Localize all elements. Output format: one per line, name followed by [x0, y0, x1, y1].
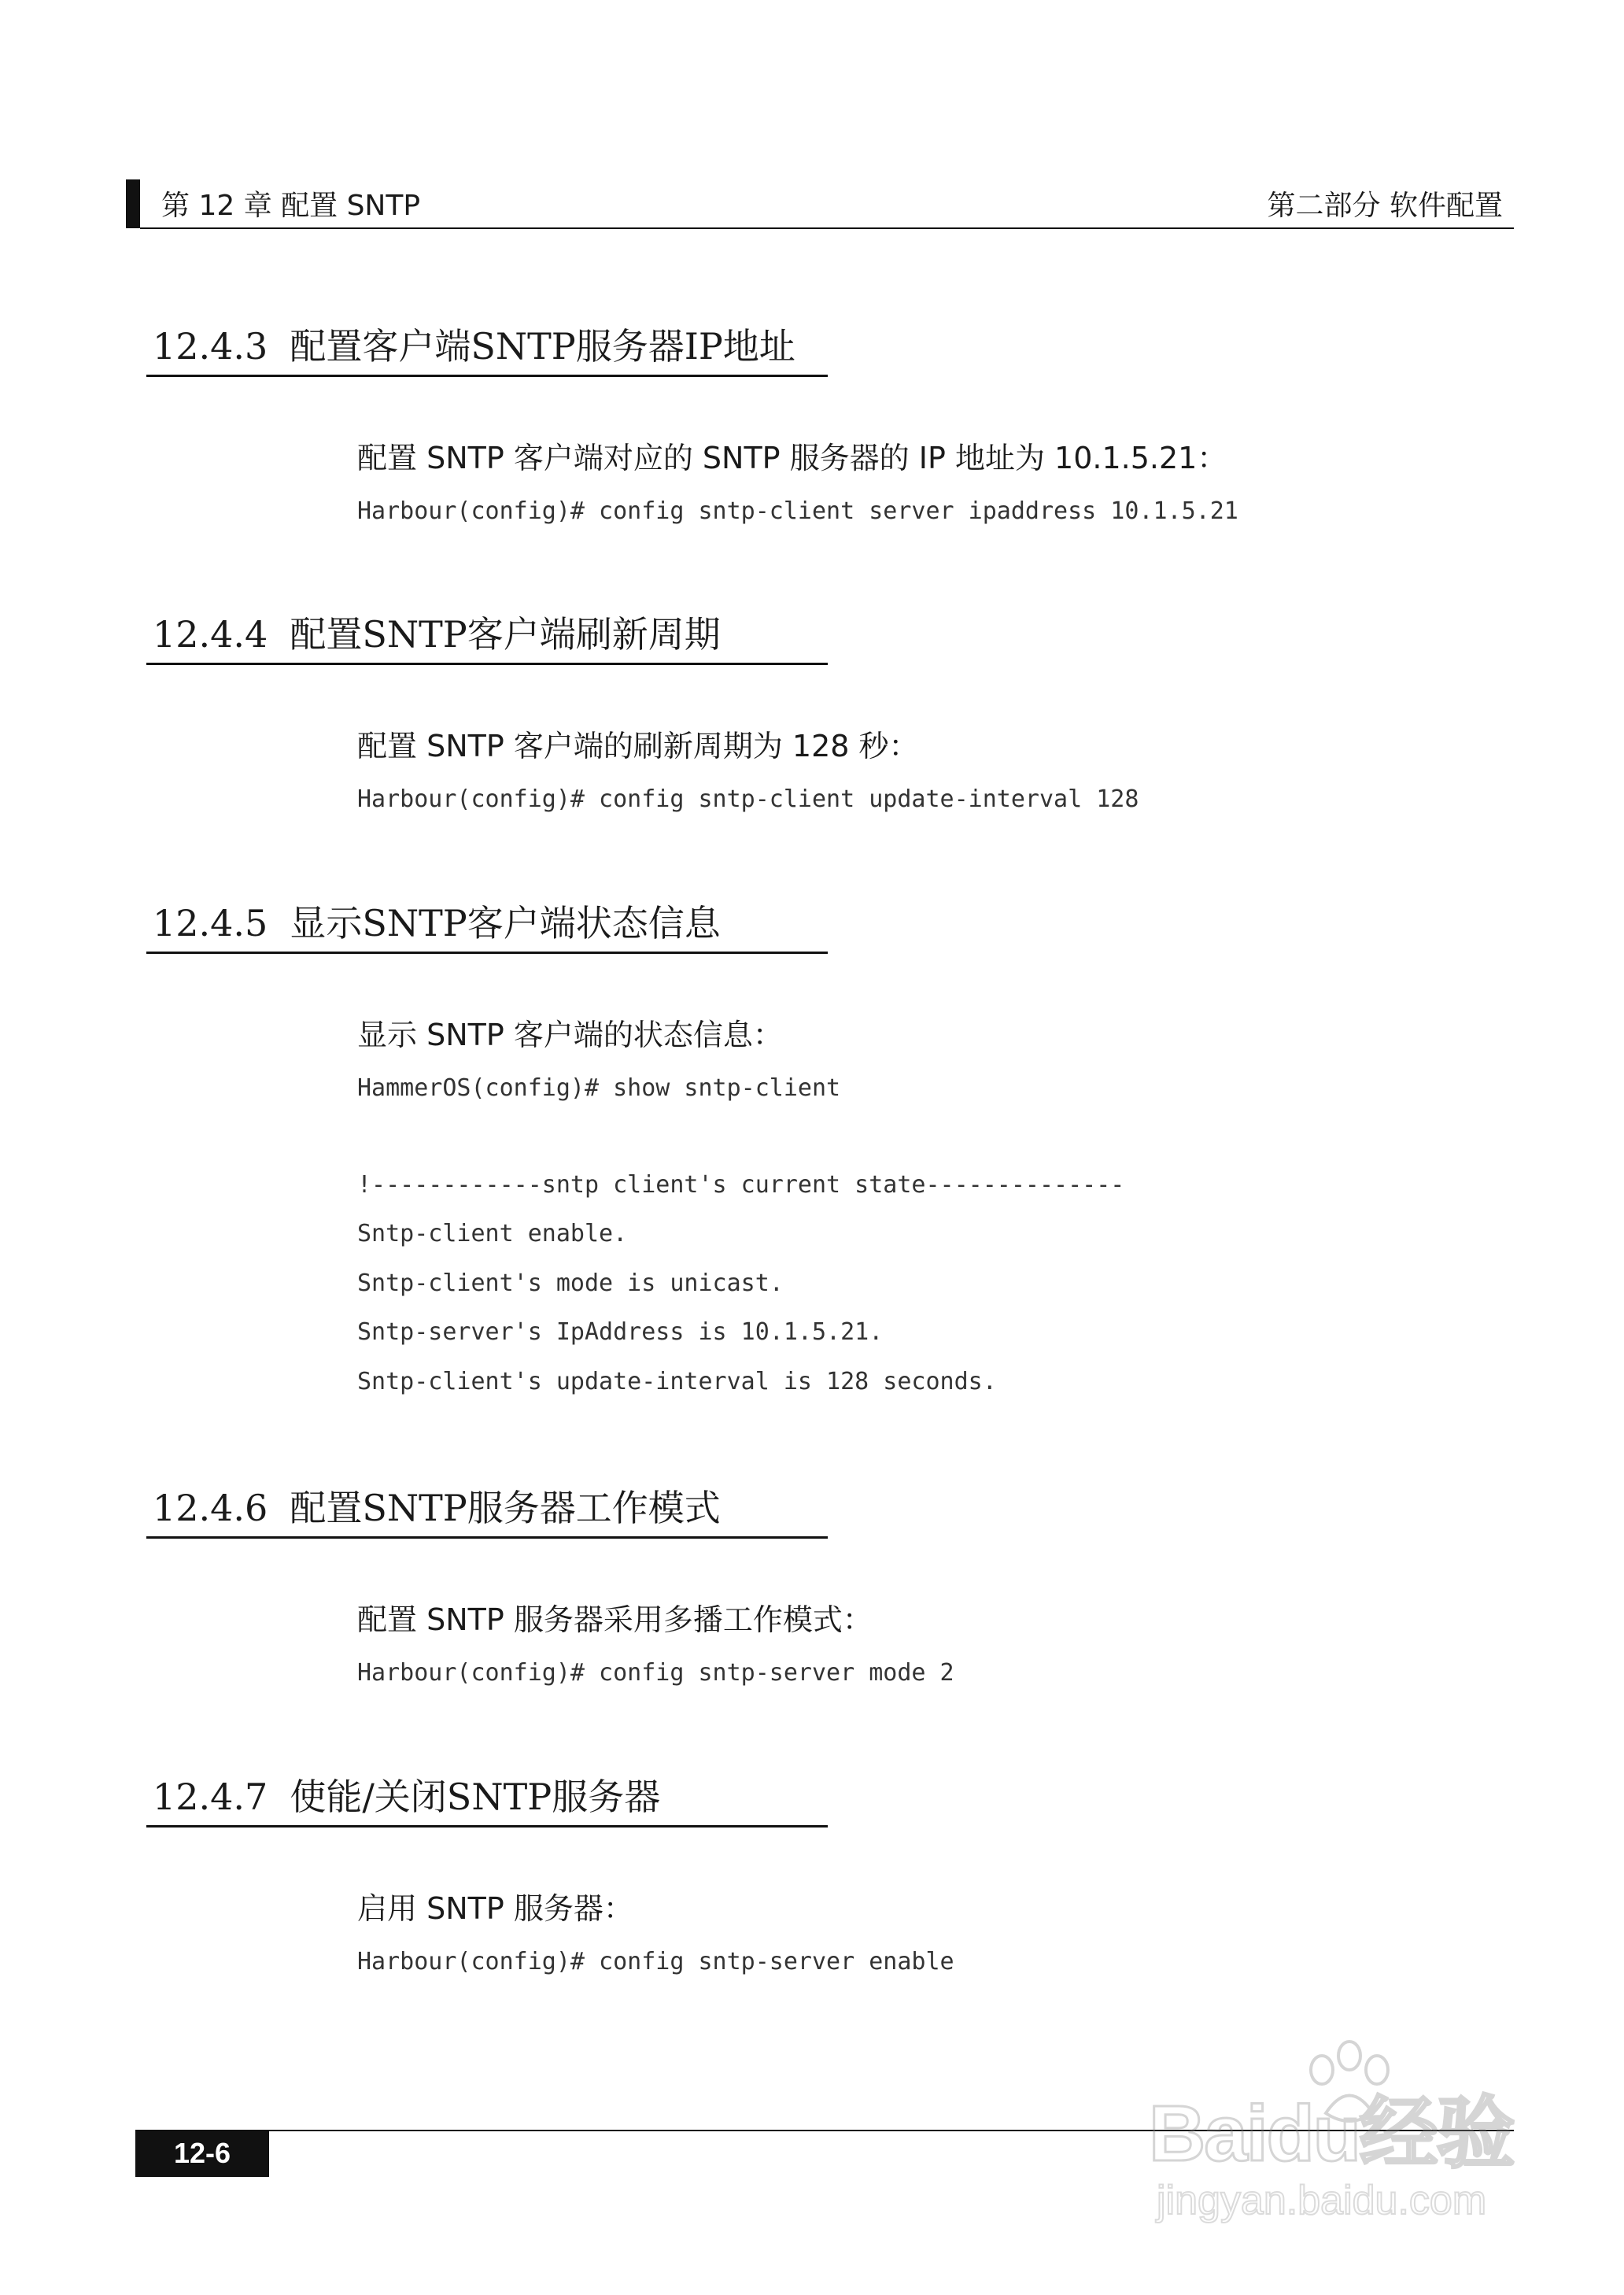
section-12-4-4: [146, 611, 1563, 825]
section-description: 配置 SNTP 客户端的刷新周期为 128 秒：: [357, 729, 919, 763]
header-bar: [126, 179, 140, 228]
watermark-url: jingyan.baidu.com: [1157, 2178, 1487, 2223]
section-number: 12.4.4: [153, 613, 268, 656]
chapter-header: 第 12 章 配置 SNTP: [161, 190, 421, 222]
section-title: 显示SNTP客户端状态信息: [290, 902, 721, 944]
section-description: 显示 SNTP 客户端的状态信息：: [357, 1018, 783, 1052]
command-line: Harbour(config)# config sntp-client update-interval 128: [357, 785, 1139, 813]
output-line: !------------sntp client's current state--------------: [357, 1170, 1125, 1199]
command-line: HammerOS(config)# show sntp-client: [357, 1074, 841, 1102]
section-rule: [146, 952, 828, 954]
baidu-watermark: [1149, 2038, 1558, 2235]
section-description: 配置 SNTP 客户端对应的 SNTP 服务器的 IP 地址为 10.1.5.21：: [357, 441, 1227, 475]
section-title: 配置SNTP客户端刷新周期: [290, 613, 721, 656]
section-heading: [146, 611, 1563, 658]
section-12-4-5: [146, 900, 1563, 1406]
section-heading: [146, 1773, 1563, 1820]
section-title: 配置SNTP服务器工作模式: [290, 1487, 721, 1529]
section-rule: [146, 663, 828, 665]
output-line: Sntp-client's mode is unicast.: [357, 1269, 784, 1297]
output-line: Sntp-client's update-interval is 128 seconds.: [357, 1367, 997, 1395]
section-number: 12.4.3: [153, 325, 268, 368]
page-number: 12-6: [135, 2130, 269, 2177]
output-line: Sntp-server's IpAddress is 10.1.5.21.: [357, 1318, 884, 1346]
header-rule: [140, 227, 1514, 229]
section-title: 使能/关闭SNTP服务器: [290, 1776, 661, 1818]
section-rule: [146, 1536, 828, 1539]
command-line: Harbour(config)# config sntp-client server ipaddress 10.1.5.21: [357, 497, 1238, 525]
section-heading: [146, 323, 1563, 370]
section-description: 配置 SNTP 服务器采用多播工作模式：: [357, 1602, 873, 1637]
part-header: 第二部分 软件配置: [1267, 190, 1503, 222]
command-line: Harbour(config)# config sntp-server enable: [357, 1948, 954, 1975]
section-rule: [146, 1825, 828, 1828]
section-12-4-7: [146, 1773, 1563, 1987]
command-line: Harbour(config)# config sntp-server mode 2: [357, 1659, 954, 1687]
section-number: 12.4.6: [153, 1487, 268, 1529]
section-heading: [146, 1484, 1563, 1532]
watermark-logo: Baidu经验: [1149, 2090, 1514, 2178]
section-number: 12.4.7: [153, 1776, 268, 1818]
section-heading: [146, 900, 1563, 947]
output-line: Sntp-client enable.: [357, 1220, 628, 1247]
section-title: 配置客户端SNTP服务器IP地址: [290, 325, 795, 368]
section-12-4-3: [146, 323, 1563, 537]
command-output: [357, 1161, 1563, 1407]
section-description: 启用 SNTP 服务器：: [357, 1891, 633, 1926]
section-rule: [146, 375, 828, 377]
section-number: 12.4.5: [153, 902, 268, 944]
section-12-4-6: [146, 1484, 1563, 1698]
